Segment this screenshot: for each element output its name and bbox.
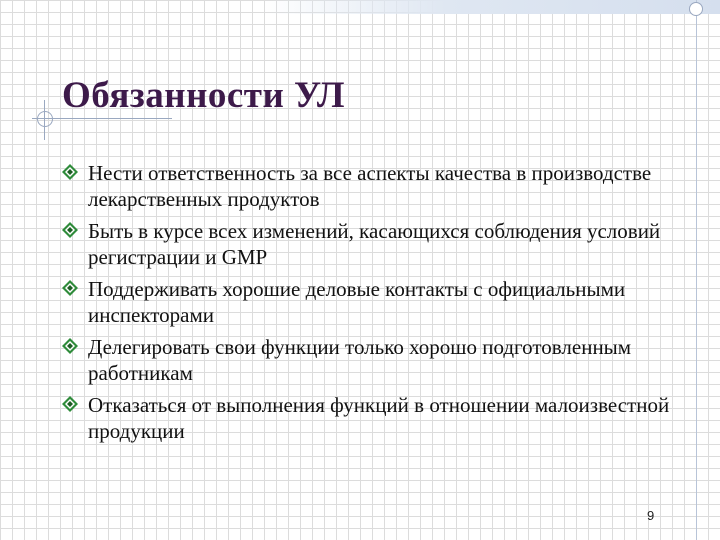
diamond-bullet-icon <box>62 396 78 412</box>
bullet-text: Нести ответственность за все аспекты качества в производстве лекарственных продуктов <box>88 161 652 211</box>
bullet-text: Делегировать свои функции только хорошо подготовленным работникам <box>88 335 632 385</box>
bullet-text: Отказаться от выполнения функций в отношении малоизвестной продукции <box>88 393 670 443</box>
diamond-bullet-icon <box>62 164 78 180</box>
crosshair-circle <box>37 111 53 127</box>
page-number: 9 <box>647 508 655 523</box>
bullet-item <box>62 160 682 218</box>
corner-circle <box>689 2 703 16</box>
diamond-bullet-icon <box>62 222 78 238</box>
bullet-item <box>62 392 682 450</box>
vertical-rule <box>696 0 697 540</box>
diamond-bullet-icon <box>62 338 78 354</box>
bullet-item <box>62 276 682 334</box>
top-band <box>262 0 720 14</box>
bullet-text: Быть в курсе всех изменений, касающихся соблюдения условий регистрации и GMP <box>88 219 661 269</box>
bullet-item <box>62 218 682 276</box>
bullet-list <box>62 160 682 450</box>
bullet-item <box>62 334 682 392</box>
title-underline <box>32 118 172 119</box>
diamond-bullet-icon <box>62 280 78 296</box>
slide-title: Обязанности УЛ <box>62 75 345 116</box>
bullet-text: Поддерживать хорошие деловые контакты с официальными инспекторами <box>88 277 626 327</box>
